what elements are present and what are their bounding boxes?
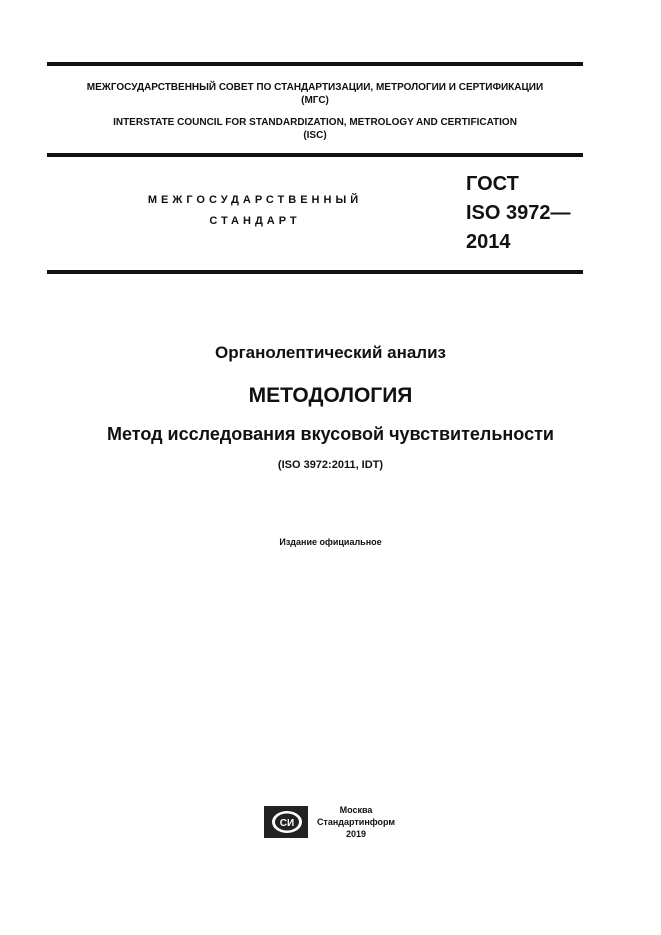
council-abbr-en: (ISC)	[303, 130, 327, 141]
iso-identity: (ISO 3972:2011, IDT)	[277, 459, 384, 471]
standard-label	[120, 190, 390, 232]
council-name-en	[47, 116, 583, 142]
publisher-city: Москва	[339, 805, 373, 815]
designation-line: ГОСТ	[466, 173, 519, 195]
council-name-ru	[47, 81, 583, 107]
standard-label-line: СТАНДАРТ	[209, 215, 301, 227]
standard-label-line: МЕЖГОСУДАРСТВЕННЫЙ	[147, 194, 363, 206]
standartinform-logo-icon	[264, 806, 308, 838]
top-rule	[47, 62, 583, 66]
standard-designation	[466, 170, 571, 257]
publisher-year: 2019	[345, 829, 367, 839]
designation-bottom-rule	[47, 270, 583, 274]
designation-line: ISO 3972—	[466, 202, 571, 224]
header-bottom-rule	[47, 153, 583, 157]
council-abbr-ru: (МГС)	[301, 95, 329, 106]
council-name-en-line: INTERSTATE COUNCIL FOR STANDARDIZATION, METROLOGY AND CERTIFICATION	[113, 117, 517, 128]
publisher-name: Стандартинформ	[316, 817, 396, 827]
title-line-1: Органолептический анализ	[214, 343, 446, 362]
svg-text:СИ: СИ	[279, 818, 295, 829]
title-line-3: Метод исследования вкусовой чувствительности	[107, 424, 554, 444]
title-line-2: МЕТОДОЛОГИЯ	[248, 384, 413, 407]
council-name-ru-line: МЕЖГОСУДАРСТВЕННЫЙ СОВЕТ ПО СТАНДАРТИЗАЦИИ, МЕТРОЛОГИИ И СЕРТИФИКАЦИИ	[86, 82, 544, 93]
edition-note: Издание официальное	[279, 537, 382, 547]
publisher-block	[308, 804, 404, 840]
designation-line: 2014	[466, 231, 511, 253]
